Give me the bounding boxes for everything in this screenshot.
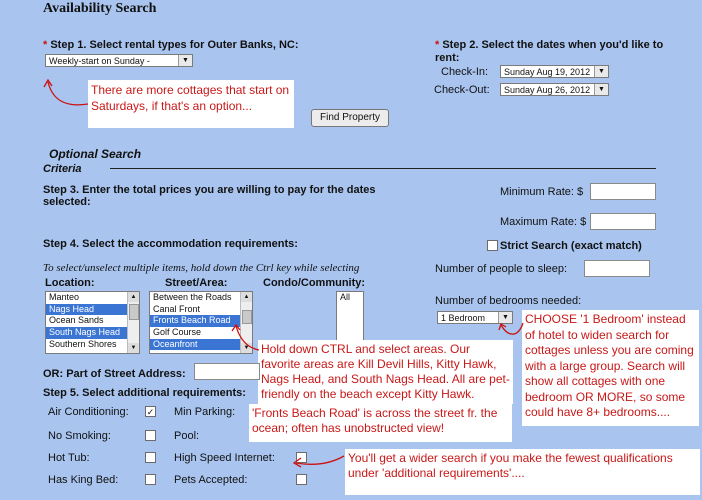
note-ctrl-select: Hold down CTRL and select areas. Our favorite areas are Kill Devil Hills, Kitty Hawk, Nags Head, and South Nags Head. All are pet-friendly on the beach except Kitty Hawk. — [258, 340, 513, 404]
checkin-value: Sunday Aug 19, 2012 — [504, 67, 591, 77]
scroll-up-icon[interactable]: ▲ — [241, 292, 252, 302]
checkout-select[interactable] — [500, 83, 609, 96]
location-listbox[interactable] — [45, 291, 140, 354]
checkout-value: Sunday Aug 26, 2012 — [504, 85, 591, 95]
pool-label: Pool: — [174, 430, 200, 442]
location-option[interactable]: Manteo — [49, 292, 80, 302]
checkin-label: Check-In: — [441, 66, 489, 78]
king-bed-label: Has King Bed: — [48, 474, 119, 486]
people-label: Number of people to sleep: — [435, 263, 568, 275]
note-wider-search: You'll get a wider search if you make the fewest qualifications under 'additional requirements'.... — [345, 449, 700, 495]
step1-heading — [43, 39, 299, 51]
location-label: Location: — [45, 277, 95, 289]
bedrooms-value: 1 Bedroom — [441, 313, 486, 323]
street-option[interactable]: Between the Roads — [153, 292, 232, 302]
required-asterisk: * — [43, 39, 48, 51]
condo-option[interactable]: All — [340, 292, 351, 302]
location-option[interactable]: Ocean Sands — [49, 315, 104, 326]
note-bedroom: CHOOSE '1 Bedroom' instead of hotel to widen search for cottages unless you are coming with a large group. Search will show all cottages with one bedroom OR MORE, so some could have 8+ bedrooms.... — [522, 310, 699, 426]
chevron-down-icon: ▼ — [178, 55, 192, 66]
curved-arrow-icon — [496, 320, 526, 342]
pets-label: Pets Accepted: — [174, 474, 248, 486]
street-address-input[interactable] — [194, 363, 260, 380]
note-saturday: There are more cottages that start on Saturdays, if that's an option... — [88, 80, 294, 128]
step4-label: Step 4. Select the accommodation requirements: — [43, 238, 298, 250]
criteria-label: Criteria — [43, 163, 82, 175]
no-smoking-label: No Smoking: — [48, 430, 111, 442]
ac-checkbox[interactable]: ✓ — [146, 407, 155, 417]
hot-tub-checkbox[interactable] — [145, 452, 156, 463]
internet-label: High Speed Internet: — [174, 452, 275, 464]
min-rate-label: Minimum Rate: $ — [500, 186, 584, 198]
street-option[interactable]: Oceanfront — [150, 339, 252, 351]
rental-type-select[interactable] — [45, 54, 193, 67]
multi-select-hint: To select/unselect multiple items, hold down the Ctrl key while selecting — [43, 262, 360, 274]
strict-search-label: Strict Search (exact match) — [500, 240, 642, 252]
king-bed-checkbox[interactable] — [145, 474, 156, 485]
step3-label: Step 3. Enter the total prices you are willing to pay for the dates selected: — [43, 184, 376, 208]
checkout-label: Check-Out: — [434, 84, 490, 96]
find-property-button[interactable]: Find Property — [311, 109, 389, 127]
location-option[interactable]: Southern Shores — [49, 338, 117, 349]
page-title: Availability Search — [43, 1, 157, 16]
max-rate-label: Maximum Rate: $ — [500, 216, 587, 228]
hot-tub-label: Hot Tub: — [48, 452, 90, 464]
chevron-down-icon: ▼ — [594, 84, 608, 95]
min-parking-label: Min Parking: — [174, 406, 236, 418]
checkin-select[interactable] — [500, 65, 609, 78]
max-rate-input[interactable] — [590, 213, 656, 230]
optional-search-title: Optional Search — [49, 147, 142, 161]
location-option[interactable]: South Nags Head — [46, 327, 139, 339]
scrollbar-thumb[interactable] — [129, 304, 139, 320]
step1-label: Step 1. Select rental types for Outer Banks, NC: — [50, 39, 299, 51]
curved-arrow-icon — [38, 74, 92, 110]
no-smoking-checkbox[interactable] — [145, 430, 156, 441]
chevron-down-icon: ▼ — [594, 66, 608, 77]
rental-type-value: Weekly-start on Sunday - — [49, 56, 150, 66]
street-option[interactable]: Golf Course — [153, 327, 202, 338]
step2-label: Step 2. Select the dates when you'd like to rent: — [435, 39, 664, 64]
required-asterisk: * — [435, 39, 440, 51]
street-area-label: Street/Area: — [165, 277, 228, 289]
scroll-down-icon[interactable]: ▼ — [241, 343, 252, 353]
street-option[interactable]: Fronts Beach Road — [150, 315, 252, 327]
curved-arrow-icon — [228, 322, 262, 354]
street-option[interactable]: Canal Front — [153, 303, 201, 314]
curved-arrow-icon — [286, 452, 348, 472]
note-fronts-beach-road: 'Fronts Beach Road' is across the street fr. the ocean; often has unobstructed view! — [249, 404, 512, 442]
scroll-up-icon[interactable]: ▲ — [128, 292, 139, 302]
divider — [110, 168, 656, 169]
people-input[interactable] — [584, 260, 650, 277]
scroll-down-icon[interactable]: ▼ — [128, 343, 139, 353]
step2-heading — [435, 39, 665, 65]
pets-checkbox[interactable] — [296, 474, 307, 485]
chevron-down-icon: ▼ — [498, 312, 512, 323]
strict-search-checkbox[interactable] — [487, 240, 498, 251]
scrollbar[interactable] — [127, 292, 139, 353]
condo-community-label: Condo/Community: — [263, 277, 366, 289]
step5-label: Step 5. Select additional requirements: — [43, 387, 246, 399]
street-address-label: OR: Part of Street Address: — [43, 368, 186, 380]
location-option[interactable]: Nags Head — [46, 304, 139, 316]
ac-label: Air Conditioning: — [48, 406, 129, 418]
bedrooms-label: Number of bedrooms needed: — [435, 295, 582, 307]
min-rate-input[interactable] — [590, 183, 656, 200]
